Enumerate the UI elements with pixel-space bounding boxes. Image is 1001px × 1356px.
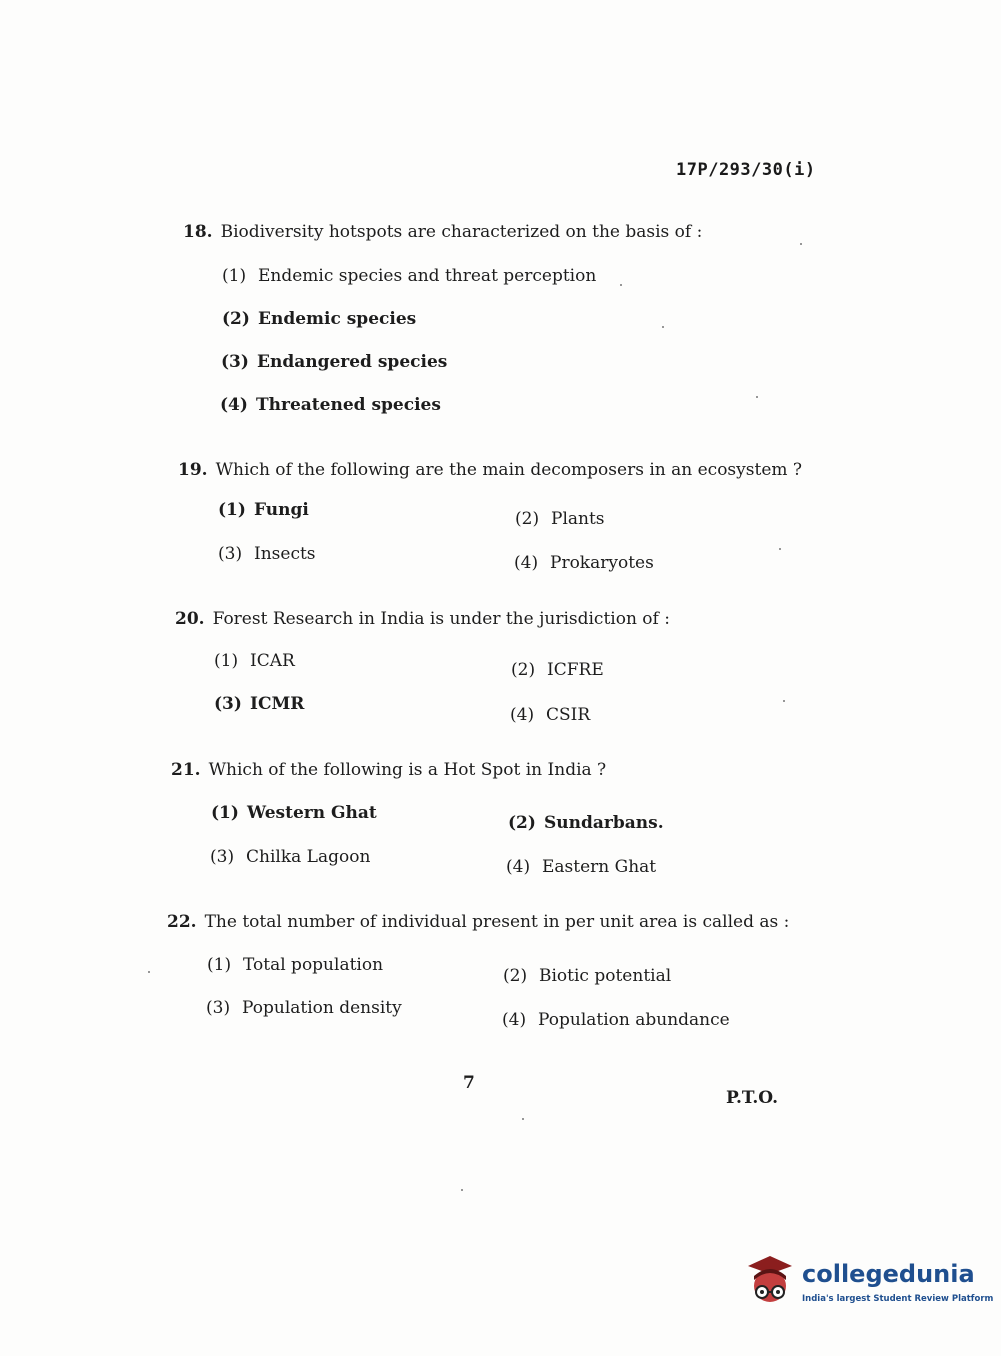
question-19 [178,460,802,480]
option-20-1: (1) ICAR [214,651,295,671]
option-21-4: (4) Eastern Ghat [506,857,657,877]
option-20-3: (3) ICMR [214,694,305,714]
scan-speck [620,284,622,286]
option-21-1: (1) Western Ghat [211,803,377,823]
option-19-2: (2) Plants [515,509,605,529]
scan-speck [662,326,664,328]
question-20 [175,609,670,629]
mascot-icon [740,1252,800,1312]
option-21-3: (3) Chilka Lagoon [210,847,371,867]
option-21-2: (2) Sundarbans. [508,813,664,833]
page-number: 7 [463,1073,475,1093]
scan-speck [522,1118,524,1120]
scan-speck [461,1189,463,1191]
option-18-2: (2) Endemic species [222,309,417,329]
question-number: 21. [171,760,201,780]
scan-speck [148,971,150,973]
option-18-1: (1) Endemic species and threat perception [222,266,597,286]
scan-speck [779,548,781,550]
question-text: Biodiversity hotspots are characterized on the basis of : [220,222,703,242]
question-21 [171,760,606,780]
question-number: 19. [178,460,208,480]
question-text: Which of the following is a Hot Spot in India ? [208,760,607,780]
brand-name: collegedunia [802,1260,975,1288]
option-18-4: (4) Threatened species [220,395,441,415]
option-22-2: (2) Biotic potential [503,966,672,986]
scan-speck [800,243,802,245]
question-22 [167,912,789,932]
option-19-4: (4) Prokaryotes [514,553,654,573]
option-20-2: (2) ICFRE [511,660,604,680]
question-text: The total number of individual present in per unit area is called as : [204,912,790,932]
option-19-3: (3) Insects [218,544,316,564]
scan-speck [783,700,785,702]
question-number: 18. [183,222,213,242]
question-text: Which of the following are the main decomposers in an ecosystem ? [215,460,803,480]
option-22-4: (4) Population abundance [502,1010,730,1030]
paper-code: 17P/293/30(i) [676,160,816,180]
question-number: 20. [175,609,205,629]
collegedunia-logo [740,1252,994,1312]
option-19-1: (1) Fungi [218,500,309,520]
question-18 [183,222,702,242]
option-22-1: (1) Total population [207,955,384,975]
question-text: Forest Research in India is under the jurisdiction of : [212,609,670,629]
option-20-4: (4) CSIR [510,705,591,725]
option-18-3: (3) Endangered species [221,352,448,372]
question-number: 22. [167,912,197,932]
option-22-3: (3) Population density [206,998,402,1018]
scan-speck [756,396,758,398]
pto-label: P.T.O. [726,1088,778,1108]
brand-tagline: India's largest Student Review Platform [802,1294,994,1304]
